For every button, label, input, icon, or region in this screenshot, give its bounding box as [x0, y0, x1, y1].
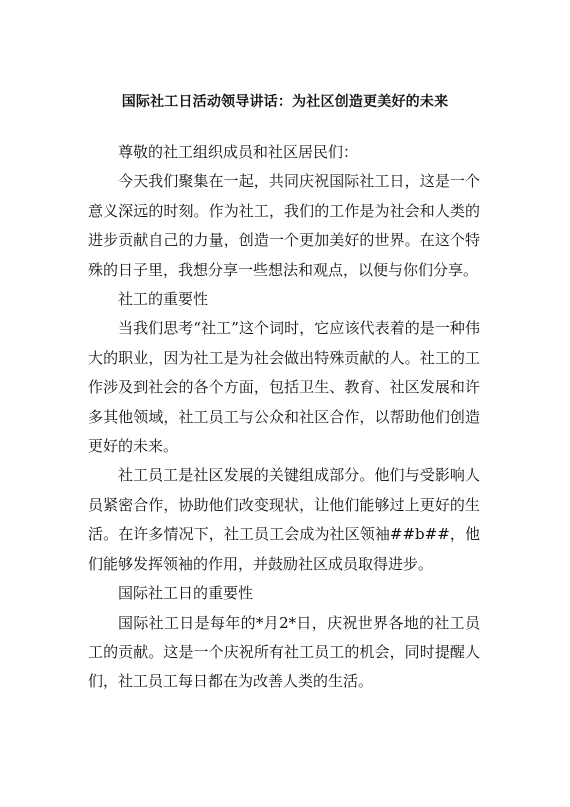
document-body	[88, 138, 480, 697]
intro-paragraph: 今天我们聚集在一起，共同庆祝国际社工日，这是一个意义深远的时刻。作为社工，我们的工作是为社会和人类的进步贡献自己的力量，创造一个更加美好的世界。在这个特殊的日子里，我想分享一些想法和观点，以便与你们分享。	[88, 172, 480, 279]
section-heading: 社工的重要性	[118, 290, 209, 309]
section-heading: 国际社工日的重要性	[118, 584, 254, 603]
body-paragraph: 社工员工是社区发展的关键组成部分。他们与受影响人员紧密合作，协助他们改变现状，让他们能够过上更好的生活。在许多情况下，社工员工会成为社区领袖##b##，他们能够发挥领袖的作用，并鼓励社区成员取得进步。	[88, 466, 480, 573]
document-title: 国际社工日活动领导讲话：为社区创造更美好的未来	[121, 94, 449, 110]
salutation-paragraph: 尊敬的社工组织成员和社区居民们：	[118, 143, 359, 161]
body-paragraph: 国际社工日是每年的*月2*日，庆祝世界各地的社工员工的贡献。这是一个庆祝所有社工员工的机会，同时提醒人们，社工员工每日都在为改善人类的生活。	[88, 613, 480, 691]
body-paragraph: 当我们思考“社工”这个词时，它应该代表着的是一种伟大的职业，因为社工是为社会做出特殊贡献的人。社工的工作涉及到社会的各个方面，包括卫生、教育、社区发展和许多其他领域，社工员工与公众和社区合作，以帮助他们创造更好的未来。	[88, 319, 480, 456]
